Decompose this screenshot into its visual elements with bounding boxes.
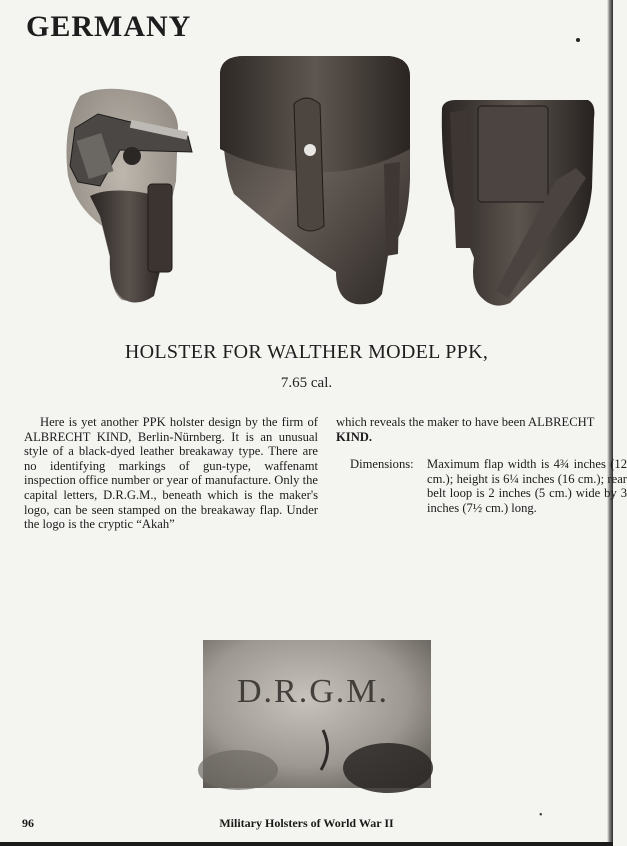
right-column-line-2: KIND. [336,429,373,444]
print-speck [576,38,580,42]
footer-book-title: Military Holsters of World War II [219,816,394,830]
page-bottom-border [0,842,613,846]
right-column-line-1: which reveals the maker to have been ALBRECHT [336,415,595,429]
photo-holster-rear [438,98,598,308]
dimensions-text: Maximum flap width is 4¾ inches (12 cm.); height is 6¼ inches (16 cm.); rear belt loop is 2 inches (5 cm.) wide by 3 inches (7½ cm.) long. [427,457,627,515]
section-title: GERMANY [26,10,192,43]
caption-subtitle: 7.65 cal. [280,375,333,391]
body-text-right-column [336,415,627,515]
photo-holster-front [214,54,414,309]
page-number: 96 [22,816,34,830]
print-speck-bottom: • [539,810,543,821]
body-text-left-column: Here is yet another PPK holster design by the firm of ALBRECHT KIND, Berlin-Nürnberg. It is an unusual style of a black-dyed leather breakaway type. There are no identifying markings of gun-type, waffenamt inspection office number or year of manufacture. Only the capital letters, D.R.G.M., beneath which is the maker's logo, can be seen stamped on the breakaway flap. Under the logo is the cryptic “Akah” [24,415,318,532]
dimensions-label: Dimensions: [350,457,414,471]
stamp-text: D.R.G.M. [237,673,390,710]
caption-title: HOLSTER FOR WALTHER MODEL PPK, [124,341,489,363]
photo-stamp-closeup [203,640,431,788]
photo-pistol-in-holster [40,86,205,308]
